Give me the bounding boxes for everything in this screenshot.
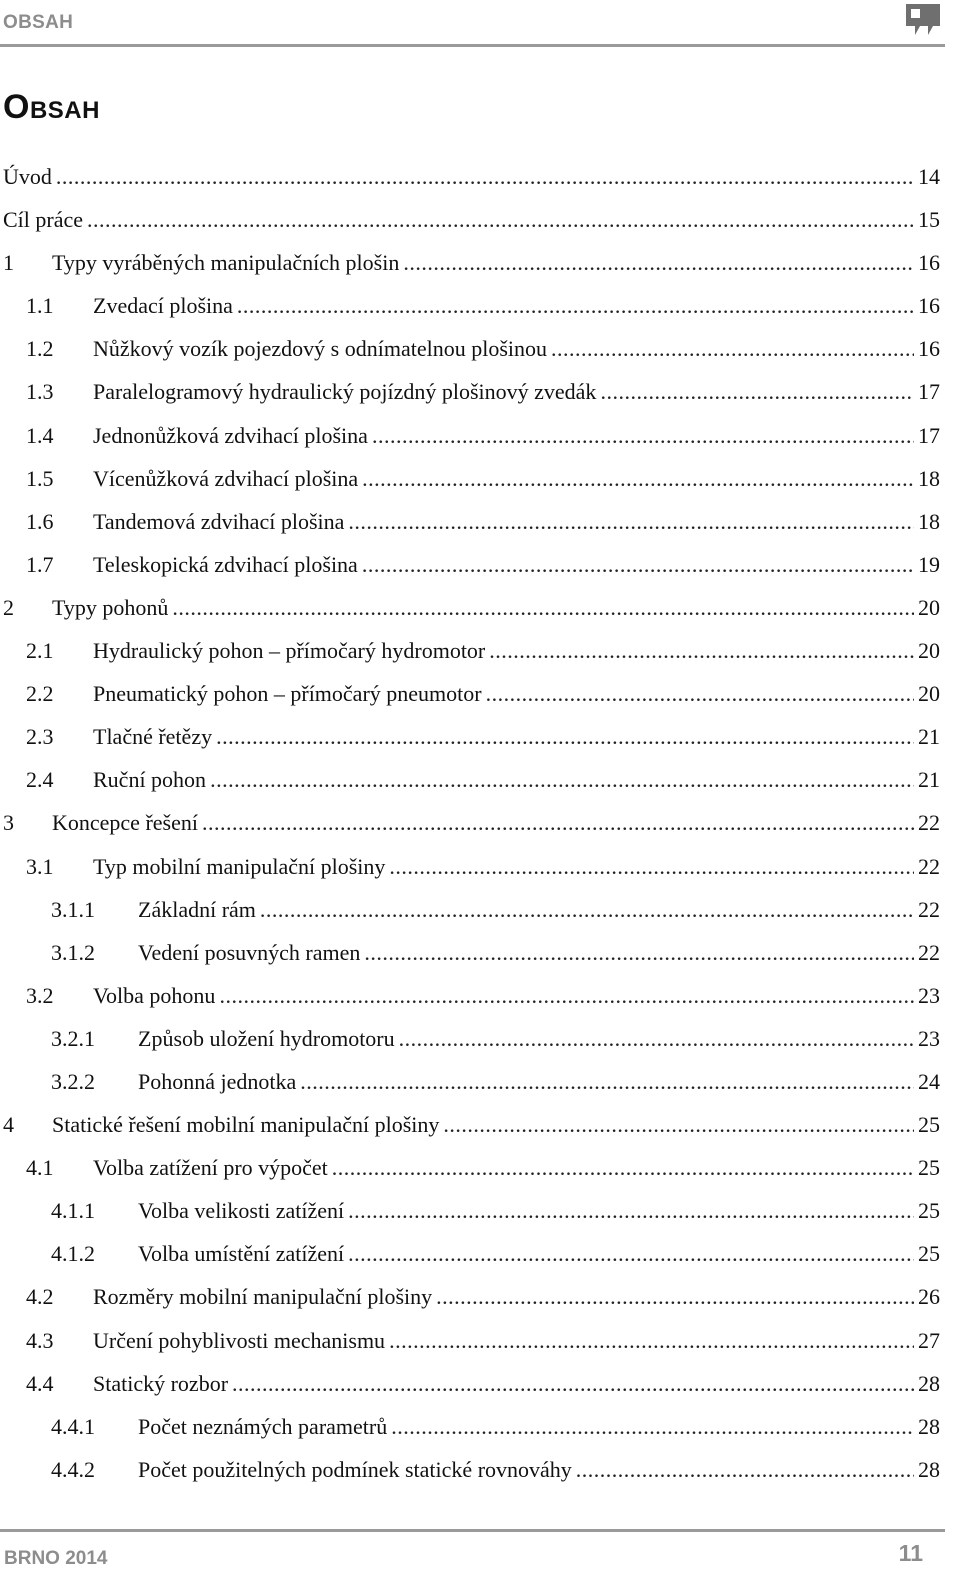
toc-entry-title: Rozměry mobilní manipulační plošiny [93, 1284, 433, 1310]
page-number: 11 [898, 1540, 923, 1566]
dot-leader [332, 1146, 914, 1189]
dot-leader [56, 155, 914, 198]
toc-entry[interactable] [0, 586, 940, 629]
toc-entry-page: 26 [918, 1284, 940, 1310]
toc-entry-title: Paralelogramový hydraulický pojízdný plošinový zvedák [93, 379, 597, 405]
dot-leader [216, 715, 914, 758]
footer-rule [0, 1529, 945, 1532]
toc-entry-number: 2.2 [26, 681, 54, 707]
toc-entry-title: Hydraulický pohon – přímočarý hydromotor [93, 638, 486, 664]
toc-entry-page: 22 [918, 896, 940, 922]
toc-entry-title: Statický rozbor [93, 1370, 229, 1396]
toc-entry[interactable] [0, 284, 940, 327]
toc-entry-title: Volba velikosti zatížení [138, 1198, 345, 1224]
toc-entry-page: 25 [918, 1155, 940, 1181]
dot-leader [210, 758, 914, 801]
toc-entry-page: 24 [918, 1068, 940, 1094]
dot-leader [362, 543, 914, 586]
dot-leader [551, 327, 914, 370]
toc-entry-page: 14 [918, 164, 940, 189]
toc-entry-number: 3.1.2 [51, 939, 95, 965]
toc-entry-title: Vedení posuvných ramen [138, 939, 361, 965]
toc-entry-page: 21 [918, 767, 940, 793]
toc-entry[interactable] [0, 1405, 940, 1448]
toc-entry[interactable] [0, 931, 940, 974]
toc-entry[interactable] [0, 1103, 940, 1146]
dot-leader [260, 888, 914, 931]
toc-entry-number: 2.1 [26, 638, 54, 664]
toc-entry-title: Typy pohonů [52, 594, 169, 620]
toc-entry-title: Teleskopická zdvihací plošina [93, 551, 358, 577]
toc-entry-title: Určení pohyblivosti mechanismu [93, 1327, 386, 1353]
dot-leader [237, 284, 914, 327]
toc-entry[interactable] [0, 1448, 940, 1491]
toc-entry-title: Volba pohonu [93, 982, 216, 1008]
toc-entry-title: Úvod [3, 164, 52, 189]
toc-entry-title: Ruční pohon [93, 767, 207, 793]
toc-entry-number: 1.3 [26, 379, 54, 405]
toc-entry[interactable] [0, 715, 940, 758]
dot-leader [443, 1103, 914, 1146]
toc-entry-number: 4.4.1 [51, 1413, 95, 1439]
footer-location-year: BRNO 2014 [4, 1548, 108, 1569]
toc-entry-number: 4.3 [26, 1327, 54, 1353]
dot-leader [348, 1232, 914, 1275]
toc-entry-number: 1.5 [26, 465, 54, 491]
toc-entry-page: 22 [918, 810, 940, 836]
toc-entry-title: Tlačné řetězy [93, 724, 213, 750]
dot-leader [300, 1060, 914, 1103]
toc-entry-number: 3.1 [26, 853, 54, 879]
toc-entry-page: 28 [918, 1456, 940, 1482]
toc-entry-title: Nůžkový vozík pojezdový s odnímatelnou plošinou [93, 336, 547, 362]
toc-entry-number: 4.1.1 [51, 1198, 95, 1224]
page-header [0, 0, 945, 47]
toc-entry-page: 27 [918, 1327, 940, 1353]
toc-entry-number: 2 [3, 594, 14, 620]
toc-entry[interactable] [0, 801, 940, 844]
toc-entry-number: 4.2 [26, 1284, 54, 1310]
toc-entry-title: Typ mobilní manipulační plošiny [93, 853, 386, 879]
toc-entry-page: 16 [918, 336, 940, 362]
toc-entry[interactable] [0, 672, 940, 715]
toc-entry[interactable] [0, 198, 940, 241]
toc-entry-number: 4.4.2 [51, 1456, 95, 1482]
toc-entry-number: 4.1 [26, 1155, 54, 1181]
toc-entry-number: 1.6 [26, 508, 54, 534]
toc-entry-page: 17 [918, 379, 940, 405]
toc-entry-page: 22 [918, 853, 940, 879]
toc-entry-title: Počet neznámých parametrů [138, 1413, 388, 1439]
toc-entry-page: 28 [918, 1413, 940, 1439]
toc-entry-title: Počet použitelných podmínek statické rovnováhy [138, 1456, 572, 1482]
toc-entry-page: 23 [918, 1025, 940, 1051]
toc-entry-title: Základní rám [138, 896, 256, 922]
toc-entry-number: 1.4 [26, 422, 54, 448]
toc-entry-number: 3 [3, 810, 14, 836]
dot-leader [348, 1189, 914, 1232]
toc-entry-page: 22 [918, 939, 940, 965]
toc-entry-page: 25 [918, 1198, 940, 1224]
toc-entry-title: Typy vyráběných manipulačních plošin [52, 250, 400, 276]
toc-entry-page: 20 [918, 638, 940, 664]
toc-entry[interactable] [0, 845, 940, 888]
toc-entry-title: Statické řešení mobilní manipulační plošiny [52, 1112, 440, 1138]
table-of-contents [0, 155, 940, 1491]
dot-leader [348, 500, 914, 543]
dot-leader [202, 801, 914, 844]
toc-entry-number: 3.2.1 [51, 1025, 95, 1051]
toc-entry-page: 18 [918, 508, 940, 534]
toc-entry[interactable] [0, 241, 940, 284]
toc-entry[interactable] [0, 1189, 940, 1232]
toc-entry[interactable] [0, 1146, 940, 1189]
toc-entry-page: 25 [918, 1112, 940, 1138]
toc-entry-number: 4.1.2 [51, 1241, 95, 1267]
dot-leader [489, 629, 914, 672]
toc-entry-title: Pneumatický pohon – přímočarý pneumotor [93, 681, 482, 707]
toc-entry-title: Volba zatížení pro výpočet [93, 1155, 328, 1181]
dot-leader [172, 586, 914, 629]
header-label: OBSAH [3, 12, 74, 33]
toc-entry-number: 3.2.2 [51, 1068, 95, 1094]
toc-entry-page: 25 [918, 1241, 940, 1267]
toc-entry[interactable] [0, 370, 940, 413]
dot-leader [391, 1405, 914, 1448]
toc-entry[interactable] [0, 155, 940, 198]
toc-entry-title: Zvedací plošina [93, 293, 233, 319]
toc-entry-number: 3.2 [26, 982, 54, 1008]
dot-leader [436, 1275, 914, 1318]
toc-entry-page: 18 [918, 465, 940, 491]
toc-entry-title: Jednonůžková zdvihací plošina [93, 422, 368, 448]
toc-entry-number: 2.3 [26, 724, 54, 750]
toc-entry-title: Způsob uložení hydromotoru [138, 1025, 395, 1051]
toc-entry-title: Pohonná jednotka [138, 1068, 297, 1094]
toc-entry-title: Volba umístění zatížení [138, 1241, 345, 1267]
toc-entry-title: Tandemová zdvihací plošina [93, 508, 345, 534]
toc-entry-title: Cíl práce [3, 207, 84, 233]
toc-entry-page: 23 [918, 982, 940, 1008]
toc-entry-number: 3.1.1 [51, 896, 95, 922]
toc-entry[interactable] [0, 500, 940, 543]
dot-leader [389, 845, 914, 888]
toc-entry-number: 1 [3, 250, 14, 276]
toc-entry-page: 16 [918, 250, 940, 276]
toc-entry-page: 17 [918, 422, 940, 448]
dot-leader [219, 974, 914, 1017]
dot-leader [389, 1319, 914, 1362]
dot-leader [364, 931, 914, 974]
toc-entry-page: 19 [918, 551, 940, 577]
institution-logo-icon [906, 4, 940, 35]
toc-entry-number: 4 [3, 1112, 14, 1138]
dot-leader [399, 1017, 914, 1060]
toc-entry-title: Vícenůžková zdvihací plošina [93, 465, 359, 491]
dot-leader [403, 241, 914, 284]
toc-entry-page: 20 [918, 681, 940, 707]
toc-entry[interactable] [0, 1362, 940, 1405]
toc-entry-page: 21 [918, 724, 940, 750]
toc-entry[interactable] [0, 758, 940, 801]
toc-entry[interactable] [0, 974, 940, 1017]
toc-entry[interactable] [0, 888, 940, 931]
toc-entry-number: 1.2 [26, 336, 54, 362]
toc-entry-page: 15 [918, 207, 940, 233]
toc-entry-number: 1.1 [26, 293, 54, 319]
toc-entry-title: Koncepce řešení [52, 810, 198, 836]
toc-entry[interactable] [0, 629, 940, 672]
toc-entry-page: 20 [918, 594, 940, 620]
toc-entry[interactable] [0, 414, 940, 457]
toc-entry[interactable] [0, 1232, 940, 1275]
dot-leader [372, 414, 914, 457]
toc-entry-page: 16 [918, 293, 940, 319]
dot-leader [576, 1448, 914, 1491]
toc-entry-number: 1.7 [26, 551, 54, 577]
toc-entry-number: 2.4 [26, 767, 54, 793]
toc-entry-page: 28 [918, 1370, 940, 1396]
toc-entry[interactable] [0, 1319, 940, 1362]
dot-leader [87, 198, 914, 241]
dot-leader [600, 370, 914, 413]
toc-entry-number: 4.4 [26, 1370, 54, 1396]
toc-entry[interactable] [0, 543, 940, 586]
dot-leader [362, 457, 914, 500]
toc-entry[interactable] [0, 1060, 940, 1103]
dot-leader [486, 672, 914, 715]
toc-entry[interactable] [0, 1017, 940, 1060]
toc-entry[interactable] [0, 327, 940, 370]
toc-entry[interactable] [0, 457, 940, 500]
dot-leader [232, 1362, 914, 1405]
page-title: Obsah [3, 88, 100, 126]
toc-entry[interactable] [0, 1275, 940, 1318]
